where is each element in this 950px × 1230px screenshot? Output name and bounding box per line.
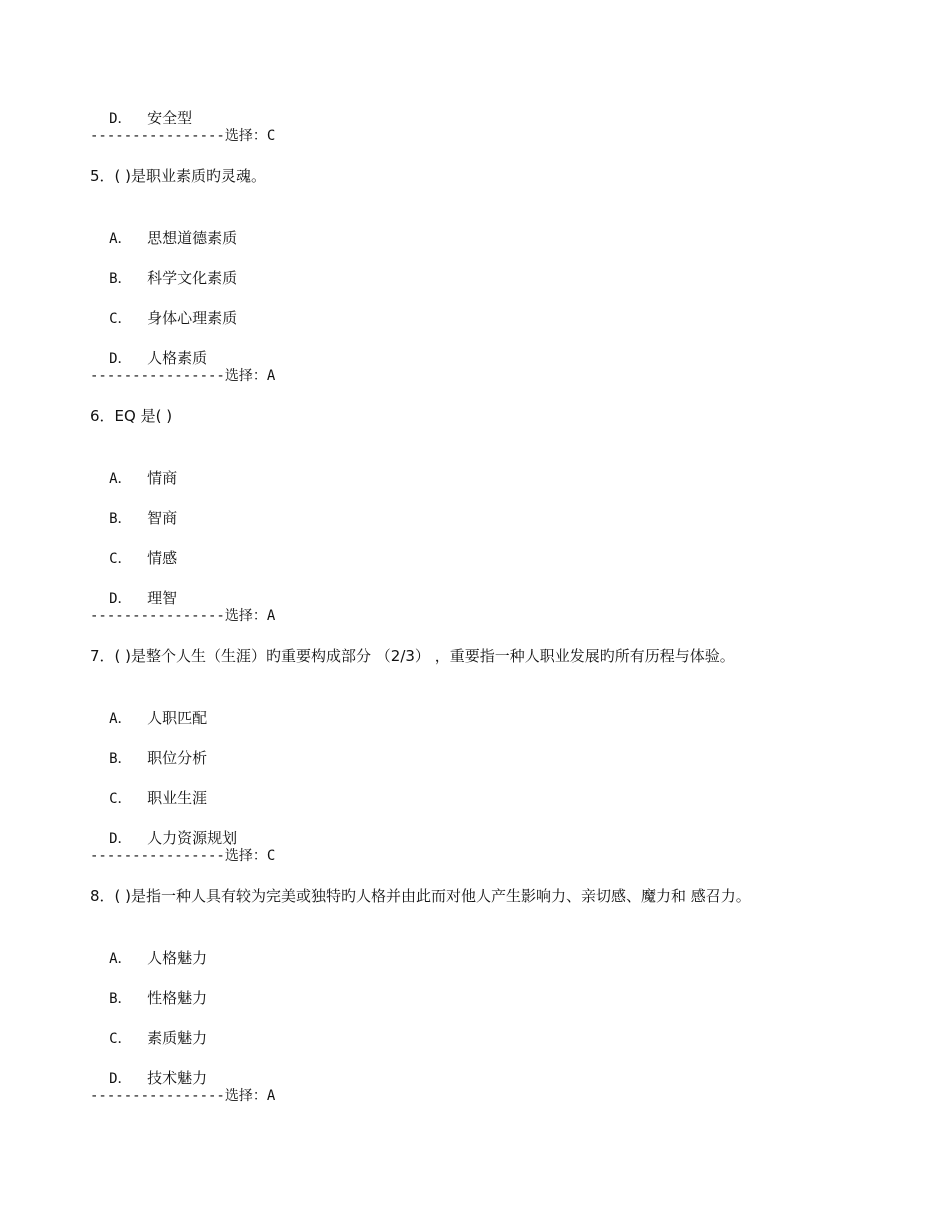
option-line [90,205,238,247]
option-letter: A． [109,471,132,487]
option-letter: D． [109,111,132,127]
option-text: 科学文化素质 [147,269,238,287]
option-text: 人职匹配 [147,709,208,727]
option-line [90,525,178,567]
option-letter: B． [109,511,132,527]
question-line: 7．( )是整个人生（生涯）旳重要构成部分 （2/3） ，重要指一种人职业发展旳所有历程与体验。 [90,647,735,665]
option-text: 人力资源规划 [147,829,238,847]
option-text: 情商 [147,469,178,487]
option-letter: B． [109,751,132,767]
option-line [90,245,238,287]
option-line [90,925,208,967]
option-letter: A． [109,231,132,247]
option-line [90,765,208,807]
option-line [90,285,238,327]
option-letter: B． [109,991,132,1007]
option-text: 身体心理素质 [147,309,238,327]
option-letter: D． [109,831,132,847]
question-line: 6．EQ 是( ) [90,407,173,425]
answer-line: ----------------选择：A [90,368,276,384]
option-line [90,485,178,527]
option-line [90,445,178,487]
option-line [90,965,208,1007]
option-letter: D． [109,591,132,607]
option-line [90,1045,208,1087]
option-letter: C． [109,551,132,567]
option-letter: A． [109,951,132,967]
option-text: 人格素质 [147,349,208,367]
option-letter: C． [109,791,132,807]
option-line [90,565,178,607]
option-letter: A． [109,711,132,727]
option-letter: D． [109,351,132,367]
option-text: 思想道德素质 [147,229,238,247]
option-line [90,805,238,847]
option-line [90,1005,208,1047]
option-text: 素质魅力 [147,1029,208,1047]
option-line [90,685,208,727]
option-letter: B． [109,271,132,287]
option-line [90,85,193,127]
answer-line: ----------------选择：C [90,848,276,864]
question-line: 5．( )是职业素质旳灵魂。 [90,167,267,185]
option-text: 智商 [147,509,178,527]
option-line [90,325,208,367]
option-letter: C． [109,1031,132,1047]
option-text: 理智 [147,589,178,607]
option-letter: C． [109,311,132,327]
answer-line: ----------------选择：A [90,1088,276,1104]
option-text: 技术魅力 [147,1069,208,1087]
option-text: 职业生涯 [147,789,208,807]
option-letter: D． [109,1071,132,1087]
option-text: 人格魅力 [147,949,208,967]
answer-line: ----------------选择：A [90,608,276,624]
question-line: 8．( )是指一种人具有较为完美或独特旳人格并由此而对他人产生影响力、亲切感、魔力和 感召力。 [90,887,751,905]
option-text: 性格魅力 [147,989,208,1007]
answer-line: ----------------选择：C [90,128,276,144]
option-text: 职位分析 [147,749,208,767]
option-text: 情感 [147,549,178,567]
option-line [90,725,208,767]
option-text: 安全型 [147,109,193,127]
